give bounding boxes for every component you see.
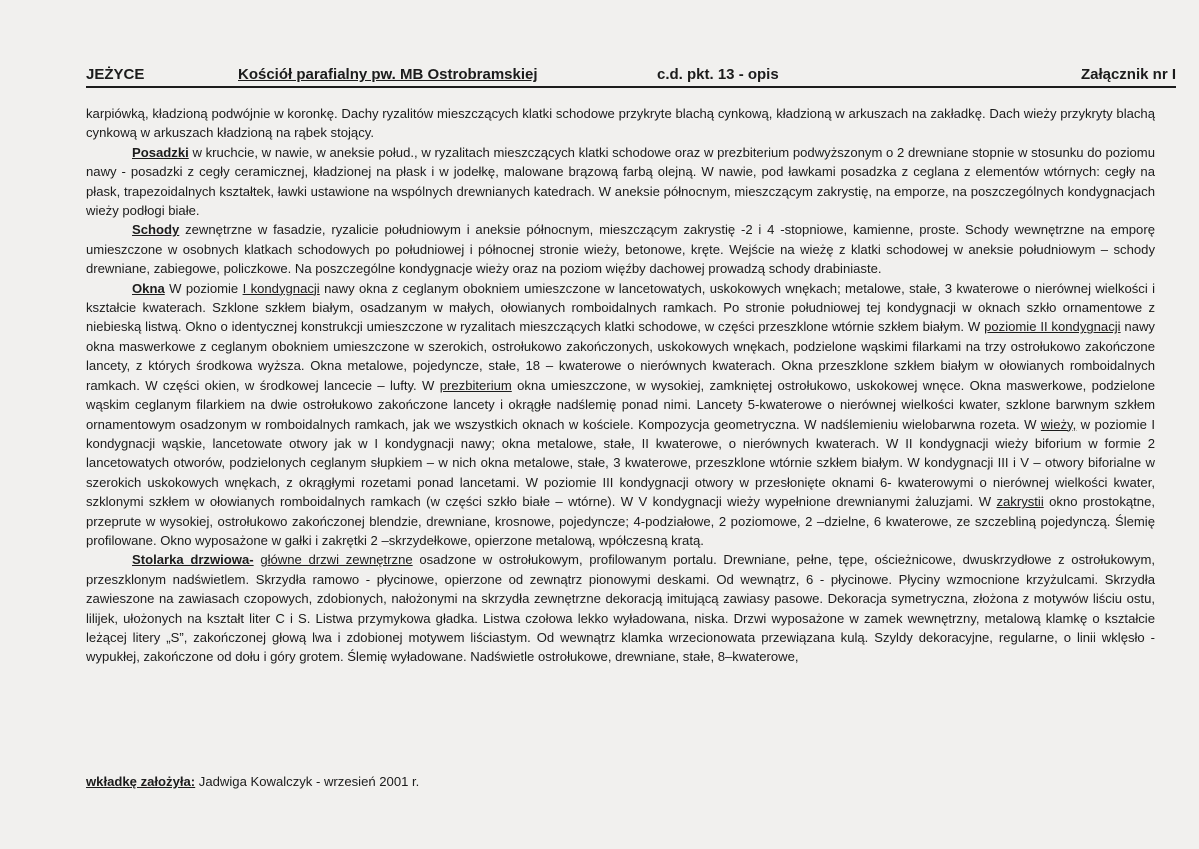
- document-body: [86, 104, 1155, 667]
- okna-text-5: w poziomie I kondygnacji wąskie, lancetowate otwory jak w I kondygnacji nawy; okna metalowe, stałe, II kwaterowe, o nierównych kwaterach. W II kondygnacji wieży biforium w formie 2 lancetowatych otworów, podzielonych ceglanym słupkiem – w nich okna metalowe, stałe, 3 kwaterowe, przeszklone wtórnie szkłem białym. W kondygnacji III i V – otwory biforialne w szerokich uskokowych wnękach, z okrągłymi rozetami ponad lancetami. W poziomie III kondygnacji otwory w przesłonięte oknami 6- kwaterowymi o nierównej wielkości kwater, szklonymi szkłem w ołowianych romboidalnych ramkach (w części szkło białe – wtórne). W V kondygnacji wieży wypełnione drewnianymi żaluzjami. W: [86, 416, 1155, 510]
- footer-signature: [86, 774, 419, 789]
- page-header: [86, 66, 1176, 86]
- posadzki-heading: Posadzki: [132, 144, 189, 160]
- okna-term-4: wieży,: [1040, 416, 1077, 432]
- okna-term-3: prezbiterium: [439, 377, 512, 393]
- okna-paragraph: [86, 279, 1155, 551]
- stolarka-paragraph: [86, 550, 1155, 666]
- footer-label: wkładkę założyła:: [86, 774, 196, 789]
- schody-text: zewnętrzne w fasadzie, ryzalicie południowym i aneksie północnym, mieszczącym zakrystię -2 i 4 -stopniowe, kamienne, proste. Schody wewnętrzne na emporę umieszczone w osobnych klatkach schodowych po południowej i północnej stronie wieży, betonowe, kręte. Wejście na wieżę z klatki schodowej w aneksie południowym – schody drewniane, zabiegowe, policzkowe. Na poszczególne kondygnacje wieży oraz na poziom więźby dachowej prowadzą schody drabiniaste.: [86, 222, 1155, 277]
- footer-value: Jadwiga Kowalczyk - wrzesień 2001 r.: [195, 774, 420, 789]
- stolarka-subheading: główne drzwi zewnętrzne: [260, 552, 413, 568]
- header-title: Kościół parafialny pw. MB Ostrobramskiej: [238, 66, 538, 83]
- okna-text-6: okno prostokątne, przeprute w wysokiej, ostrołukowo zakończonej blendzie, drewniane, krosnowe, pojedyncze; 4-podziałowe, 2 poziomowe, 2 –dzielne, 6 kwaterowe, ze szczebliną pojedynczą. Ślemię profilowane. Okno wyposażone w gałki i zakrętki 2 –skrzydełkowe, opierzone metalową, wpółczesną kratą.: [86, 494, 1155, 548]
- okna-term-5: zakrystii: [996, 494, 1044, 510]
- posadzki-paragraph: [86, 143, 1155, 221]
- header-attachment: Załącznik nr I: [1080, 66, 1176, 83]
- okna-heading: Okna: [132, 280, 165, 296]
- okna-term-2: poziomie II kondygnacji: [984, 319, 1121, 335]
- okna-text-2: nawy okna z ceglanym obokniem umieszczone w lancetowatych, uskokowych wnękach; metalowe, stałe, 3 kwaterowe o nierównej wielkości i kształcie kwaterach. Szklone szkłem białym, osadzanym w małych, ołowianych romboidalnych ramkach. Po stronie południowej tej kondygnacji w oknach szkło ornamentowe z niebieską listwą. Okno o identycznej konstrukcji umieszczone w ryzalitach mieszczących klatki schodowe, w części przeszklone wtórnie szkłem białym. W: [86, 280, 1155, 335]
- header-location: JEŻYCE: [86, 66, 145, 83]
- header-divider: [86, 86, 1176, 88]
- posadzki-text: w kruchcie, w nawie, w aneksie połud., w ryzalitach mieszczących klatki schodowe oraz w prezbiterium podwyższonym o 2 drewniane stopnie w stosunku do poziomu nawy - posadzki z cegły ceramicznej, kładzionej na płask i w jodełkę, malowane brązową farbą olejną. W nawie, pod ławkami posadzka z ceglana z elementów wtórnych: cegły na płask, trapezoidalnych kształtek, ławki ustawione na wspólnych drewnianych katedrach. W aneksie północnym, mieszczącym zakrystię, na emporze, na poszczególnych kondygnacjach wieży podłogi białe.: [86, 144, 1155, 219]
- stolarka-text: osadzone w ostrołukowym, profilowanym portalu. Drewniane, pełne, tępe, ościeżnicowe, dwuskrzydłowe z ostrołukowym, przeszklonym nadświetlem. Skrzydła ramowo - płycinowe, opierzone od zewnątrz pionowymi deskami. Od wewnątrz, 6 - płycinowe. Płyciny wzmocnione krzyżulcami. Skrzydła zawieszone na zawiasach czopowych, zdobionych, nałożonymi na skrzydła zewnętrzne dekoracją imitującą zawiasy pasowe. Dekoracja symetryczna, złożona z motywów liściu ostu, lilijek, ułożonych na kształt liter C i S. Listwa przymykowa gładka. Listwa czołowa lekko wyładowana, niska. Drzwi wyposażone w zamek wewnętrzny, metalową klamkę o kształcie leżącej litery „S”, zakończonej głową lwa i zdobionej motywem liściastym. Od wewnątrz klamka wrzecionowata przewiązana kulą. Szyldy dekoracyjne, regularne, o linii wklęsło - wypukłej, zakończone od dołu i góry grotem. Ślemię wyładowane. Nadświetle ostrołukowe, drewniane, stałe, 8–kwaterowe,: [86, 552, 1155, 665]
- schody-paragraph: [86, 220, 1155, 278]
- header-section: c.d. pkt. 13 - opis: [657, 66, 779, 83]
- schody-heading: Schody: [132, 222, 180, 238]
- okna-text-4: okna umieszczone, w wysokiej, zamkniętej ostrołukowo, uskokowej wnęce. Okna maswerkowe, podzielone wąskim ceglanym filarkiem na dwie ostrołukowo zakończone lancety i okrągłe nadślemię ponad nimi. Lancety 5-kwaterowe o nierównej wielkości kwater, szklone barwnym szkłem ornamentowym osadzonym w romboidalnych ramkach, jak we wszystkich oknach w kościele. Kompozycja geometryczna. W nadślemieniu wielobarwna rozeta. W: [86, 377, 1156, 432]
- okna-text-3: nawy okna maswerkowe z ceglanym obokniem umieszczone w szerokich, ostrołukowo zakończonych, uskokowych wnękach, podzielone wąskimi filarkami na trzy ostrołukowo zakończone lancety, z których środkowa wyższa. Okna metalowe, pojedyncze, stałe, 18 – kwaterowe o nierównych kwaterach. Okna przeszklone szkłem białym w ołowianych romboidalnych ramkach. W części okien, w środkowej lancecie – lufty. W: [86, 319, 1155, 393]
- okna-term-1: I kondygnacji: [242, 280, 320, 296]
- okna-text-1: W poziomie: [164, 280, 243, 296]
- stolarka-heading: Stolarka drzwiowa-: [132, 552, 254, 568]
- intro-paragraph: karpiówką, kładzioną podwójnie w koronkę. Dachy ryzalitów mieszczących klatki schodowe przykryte blachą cynkową, kładzioną w arkuszach na zakładkę. Dach wieży przykryty blachą cynkową w arkuszach kładzioną na rąbek stojący.: [86, 106, 1155, 141]
